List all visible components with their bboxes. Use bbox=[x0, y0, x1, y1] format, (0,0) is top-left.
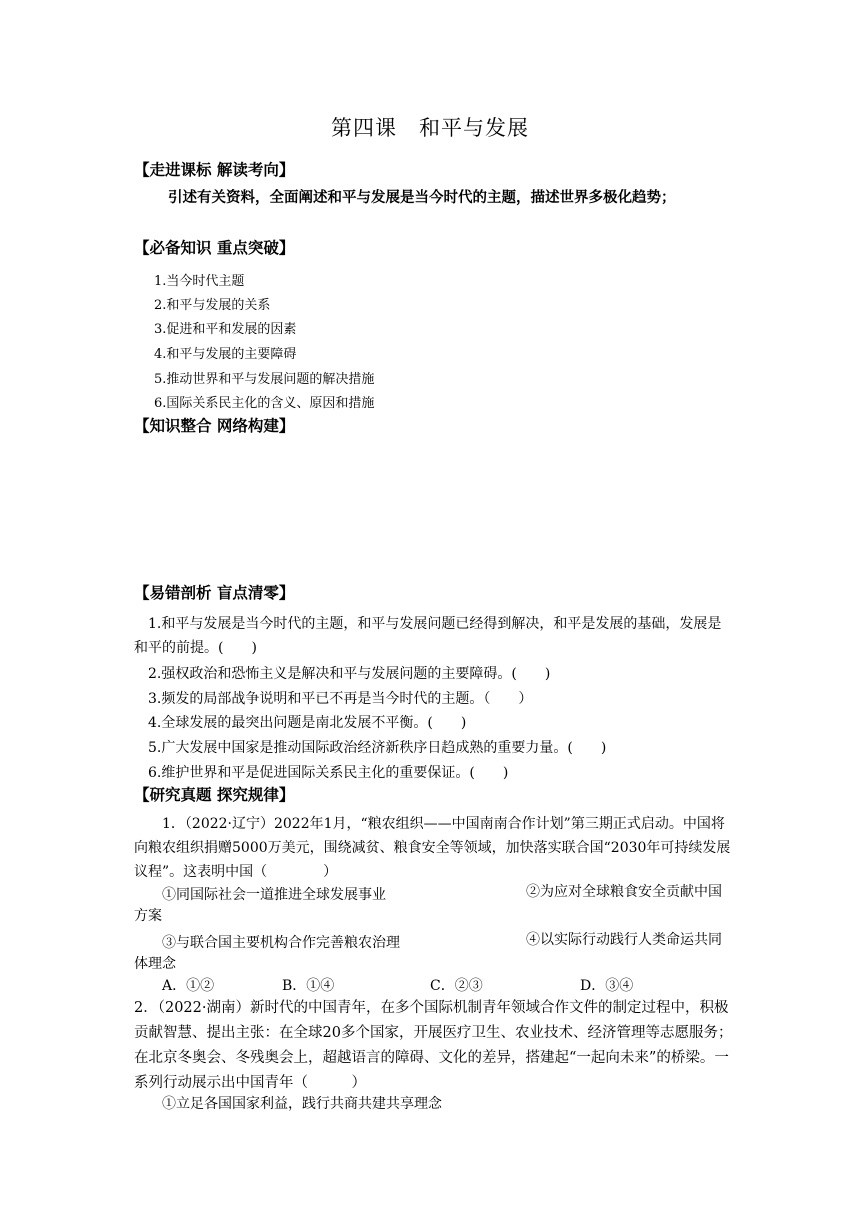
question-1-choice-b: B．①④ bbox=[282, 978, 335, 994]
question-1-option-3: ③与联合国主要机构合作完善粮农治理 bbox=[162, 935, 400, 951]
mistake-item: 4.全球发展的最突出问题是南北发展不平衡。( ) bbox=[148, 715, 467, 731]
mistake-item: 5.广大发展中国家是推动国际政治经济新秩序日趋成熟的重要力量。( ) bbox=[148, 740, 607, 756]
lesson-title: 第四课 和平与发展 bbox=[331, 116, 529, 140]
question-1-choice-d: D．③④ bbox=[580, 978, 634, 994]
question-1-choice-c: C．②③ bbox=[430, 978, 483, 994]
question-2-stem: 2．（2022·湖南）新时代的中国青年，在多个国际机制青年领域合作文件的制定过程中，积极贡献智慧、提出主张：在全球20多个国家，开展医疗卫生、农业技术、经济管理等志愿服务；在北京冬奥会、冬残奥会上，超越语言的障碍、文化的差异，搭建起“一起向未来”的桥梁。一系列行动展示出中国青年（ ） bbox=[134, 1000, 733, 1091]
question-1-option-2: ②为应对全球粮食安全贡献中国方案 bbox=[134, 884, 722, 924]
mistake-item: 1.和平与发展是当今时代的主题，和平与发展问题已经得到解决，和平是发展的基础，发展是和平的前提。( ) bbox=[134, 616, 722, 656]
knowledge-item: 2.和平与发展的关系 bbox=[154, 298, 271, 313]
section-heading-network: 【知识整合 网络构建】 bbox=[134, 417, 295, 435]
knowledge-item: 3.促进和平和发展的因素 bbox=[154, 322, 297, 337]
section-heading-curriculum: 【走进课标 解读考向】 bbox=[134, 161, 295, 179]
mistake-item: 3.频发的局部战争说明和平已不再是当今时代的主题。（ ） bbox=[148, 691, 533, 707]
question-2-option-1: ①立足各国国家利益，践行共商共建共享理念 bbox=[162, 1096, 442, 1112]
curriculum-text: 引述有关资料，全面阐述和平与发展是当今时代的主题，描述世界多极化趋势； bbox=[168, 189, 676, 206]
mistake-item: 6.维护世界和平是促进国际关系民主化的重要保证。( ) bbox=[148, 765, 509, 781]
question-1-stem: 1．（2022·辽宁）2022年1月，“粮农组织——中国南南合作计划”第三期正式启动。中国将向粮农组织捐赠5000万美元，围绕减贫、粮食安全等领域，加快落实联合国“2030年可持续发展议程”。这表明中国（ ） bbox=[134, 816, 731, 880]
knowledge-item: 1.当今时代主题 bbox=[154, 274, 245, 289]
knowledge-item: 4.和平与发展的主要障碍 bbox=[154, 347, 297, 362]
mistake-item: 2.强权政治和恐怖主义是解决和平与发展问题的主要障碍。( ) bbox=[148, 666, 551, 682]
question-1-choice-a: A．①② bbox=[162, 978, 215, 994]
knowledge-item: 6.国际关系民主化的含义、原因和措施 bbox=[154, 396, 375, 411]
question-1-option-4: ④以实际行动践行人类命运共同体理念 bbox=[134, 932, 722, 972]
section-heading-mistakes: 【易错剖析 盲点清零】 bbox=[134, 584, 295, 602]
section-heading-knowledge: 【必备知识 重点突破】 bbox=[134, 239, 295, 257]
knowledge-item: 5.推动世界和平与发展问题的解决措施 bbox=[154, 372, 375, 387]
section-heading-exam: 【研究真题 探究规律】 bbox=[134, 786, 295, 804]
question-1-option-1: ①同国际社会一道推进全球发展事业 bbox=[162, 887, 386, 903]
